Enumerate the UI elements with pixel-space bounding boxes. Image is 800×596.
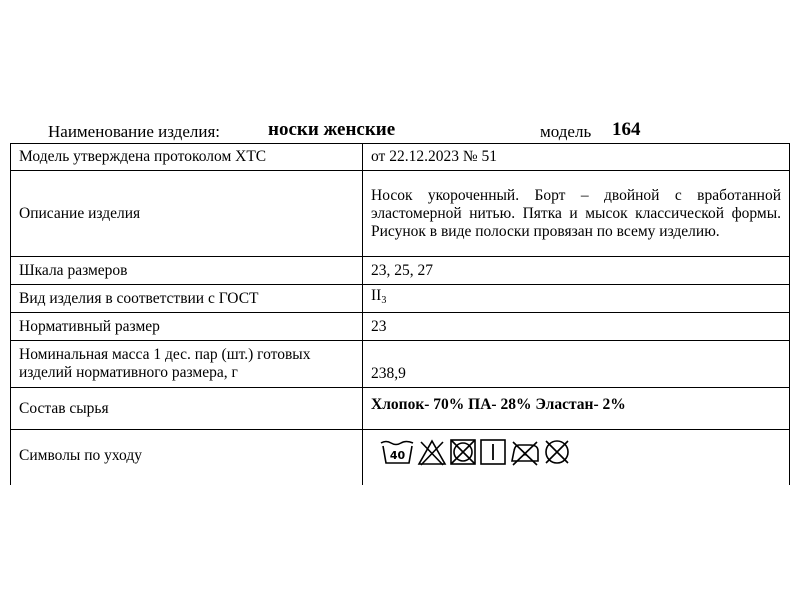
table-row [11,313,790,341]
row-value: Хлопок- 70% ПА- 28% Эластан- 2% [363,388,790,430]
table-row [11,144,790,171]
wash-40-icon [379,438,415,466]
row-label: Модель утверждена протоколом ХТС [11,144,363,171]
gost-type-main: II [371,287,382,304]
row-label: Шкала размеров [11,257,363,285]
no-tumble-dry-icon [449,438,477,466]
row-label: Нормативный размер [11,313,363,341]
table-row [11,388,790,430]
model-value: 164 [612,119,641,140]
table-row [11,285,790,313]
row-label: Состав сырья [11,388,363,430]
row-label: Символы по уходу [11,430,363,485]
row-value: 23, 25, 27 [363,257,790,285]
table-row [11,171,790,257]
product-name-label: Наименование изделия: [48,122,220,141]
product-name-value: носки женские [268,119,396,140]
gost-type-sub: 3 [381,295,387,306]
line-dry-icon [479,438,507,466]
row-value [363,285,790,313]
spec-table [10,143,790,485]
wash-temp-label: 40 [389,449,406,462]
row-value: 238,9 [363,341,790,388]
row-value: от 22.12.2023 № 51 [363,144,790,171]
row-value: 23 [363,313,790,341]
row-label: Номинальная масса 1 дес. пар (шт.) готовых изделий нормативного размера, г [11,341,363,388]
table-row [11,341,790,388]
no-dry-clean-icon [543,438,571,466]
table-row [11,257,790,285]
product-header [0,118,800,144]
table-row [11,430,790,485]
model-label: модель [540,122,592,141]
row-value: Носок укороченный. Борт – двойной с вработанной эластомерной нитью. Пятка и мысок классической формы. Рисунок в виде полоски провязан по всему изделию. [363,171,790,257]
care-symbols-cell [363,430,790,485]
iron-low-crossed-icon [509,438,541,466]
no-bleach-icon [417,438,447,466]
row-label: Описание изделия [11,171,363,257]
row-label: Вид изделия в соответствии с ГОСТ [11,285,363,313]
care-symbols [371,438,781,466]
